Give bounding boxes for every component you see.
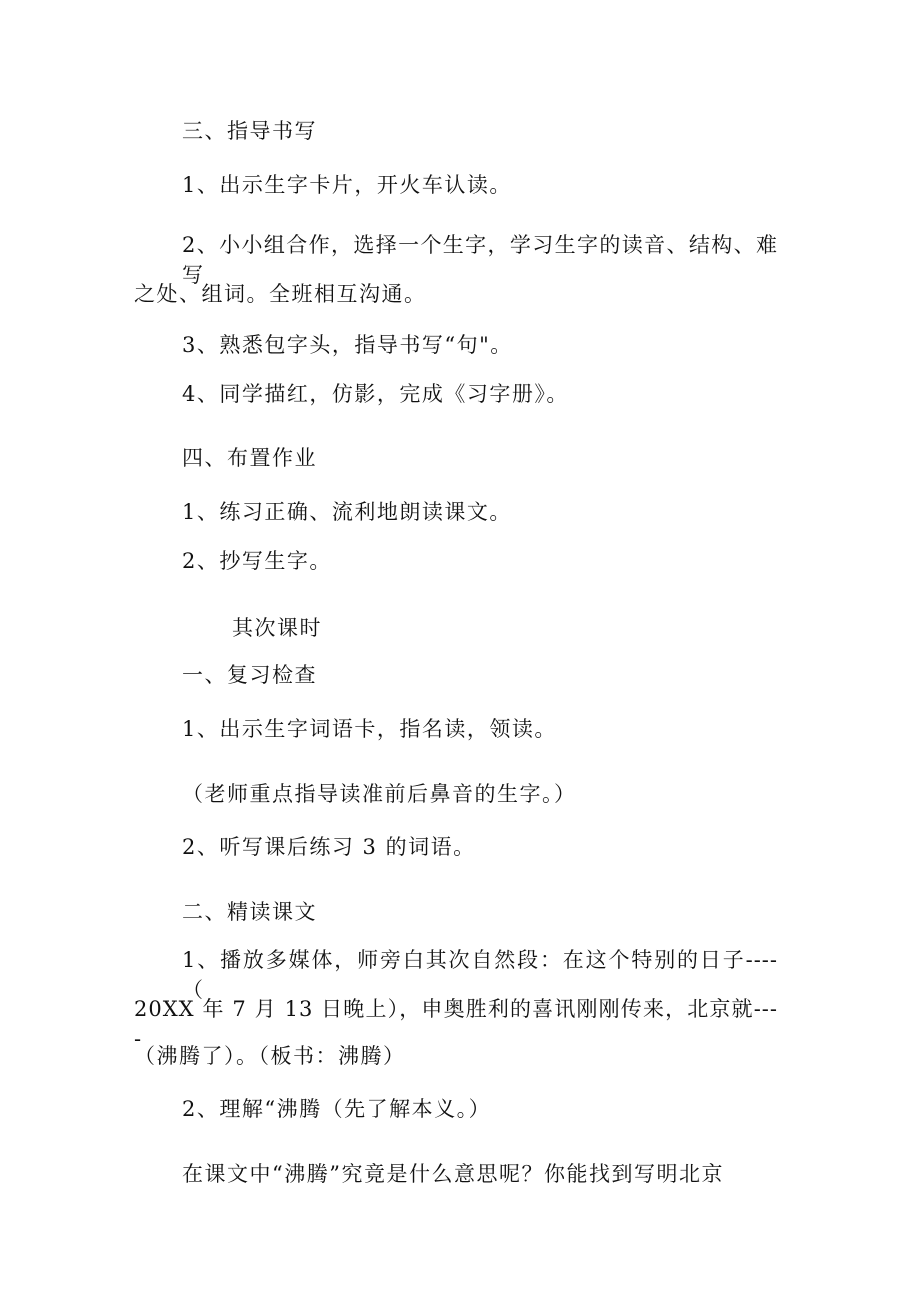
- paragraph-line: 2、理解“沸腾（先了解本义。）: [182, 1097, 492, 1121]
- heading-assign-homework: 四、布置作业: [182, 446, 317, 470]
- paragraph-line: （老师重点指导读准前后鼻音的生字。）: [182, 782, 577, 806]
- paragraph-line: （沸腾了）。（板书：沸腾）: [134, 1044, 406, 1068]
- paragraph-line: 2、小小组合作，选择一个生字，学习生字的读音、结构、难写: [182, 233, 778, 287]
- paragraph-line: 1、出示生字词语卡，指名读，领读。: [182, 717, 557, 741]
- paragraph-line: 2、抄写生字。: [182, 549, 332, 573]
- paragraph-line: 1、播放多媒体，师旁白其次自然段：在这个特别的日子----（: [182, 948, 778, 1002]
- paragraph-line: 20XX 年 7 月 13 日晚上），申奥胜利的喜讯刚刚传来，北京就----: [134, 997, 778, 1051]
- heading-guide-writing: 三、指导书写: [182, 119, 317, 143]
- section-title-second-lesson: 其次课时: [232, 616, 322, 640]
- paragraph-line: 在课文中“沸腾”究竟是什么意思呢？你能找到写明北京: [182, 1162, 724, 1186]
- heading-review-check: 一、复习检查: [182, 663, 317, 687]
- heading-close-reading: 二、精读课文: [182, 900, 317, 924]
- paragraph-line: 3、熟悉包字头，指导书写“句"。: [182, 333, 513, 357]
- paragraph-line: 之处、组词。全班相互沟通。: [134, 282, 427, 306]
- paragraph-line: 1、练习正确、流利地朗读课文。: [182, 500, 512, 524]
- paragraph-line: 4、同学描红，仿影，完成《习字册》。: [182, 382, 569, 406]
- paragraph-line: 1、出示生字卡片，开火车认读。: [182, 173, 512, 197]
- paragraph-line: 2、听写课后练习 3 的词语。: [182, 835, 476, 859]
